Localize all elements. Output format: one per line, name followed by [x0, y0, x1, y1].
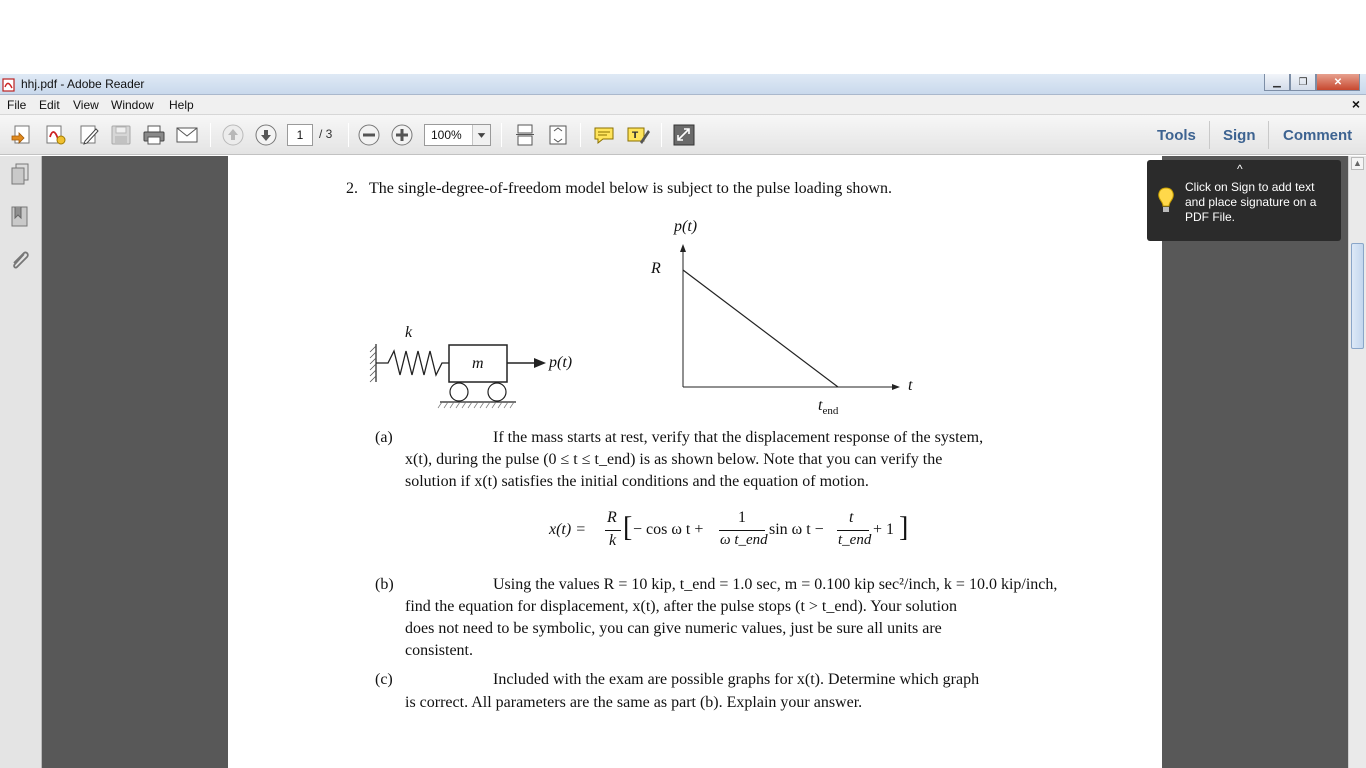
close-button[interactable]: ✕ [1316, 74, 1360, 91]
edit-document-icon[interactable] [77, 124, 101, 146]
email-icon[interactable] [175, 124, 199, 146]
equation-frac3-den: t_end [838, 532, 872, 548]
tend-sub: end [822, 405, 839, 418]
equation-frac2-den: ω t_end [720, 532, 768, 548]
tools-pane-button[interactable]: Tools [1157, 127, 1196, 144]
part-c-line2: is correct. All parameters are the same as part (b). Explain your answer. [405, 694, 863, 711]
menu-bar [0, 95, 1366, 115]
zoom-in-icon[interactable] [390, 124, 414, 146]
previous-page-icon[interactable] [221, 124, 245, 146]
equation-term2: sin ω t − [769, 521, 824, 538]
equation-frac1-den: k [609, 532, 617, 549]
pulse-graph [680, 244, 900, 390]
attachments-icon[interactable] [8, 248, 32, 272]
pulse-line [683, 270, 838, 387]
fraction-bar [837, 530, 869, 531]
zoom-out-icon[interactable] [357, 124, 381, 146]
lightbulb-icon [1156, 186, 1176, 216]
peak-label: R [651, 260, 661, 277]
toolbar-separator [348, 123, 349, 147]
sign-pane-button[interactable]: Sign [1223, 127, 1256, 144]
part-a-label: (a) [375, 429, 393, 446]
fraction-bar [605, 530, 621, 531]
navigation-pane [0, 156, 42, 768]
sticky-note-icon[interactable] [592, 124, 616, 146]
open-file-icon[interactable] [10, 124, 34, 146]
minimize-button[interactable]: ▁ [1264, 74, 1290, 91]
equation-frac2-num: 1 [738, 509, 746, 526]
zoom-value: 100% [431, 128, 462, 142]
spring [376, 351, 449, 375]
force-arrow [507, 358, 546, 368]
force-label: p(t) [549, 354, 573, 371]
part-b-line3: does not need to be symbolic, you can give numeric values, just be sure all units are [405, 620, 942, 637]
window-controls [1264, 74, 1360, 92]
tend-label [818, 397, 838, 417]
print-icon[interactable] [142, 124, 166, 146]
pane-separator [1209, 121, 1210, 149]
equation-term1: − cos ω t + [633, 521, 704, 538]
next-page-icon[interactable] [254, 124, 278, 146]
spring-label: k [405, 324, 413, 341]
part-c-line1: Included with the exam are possible graphs for x(t). Determine which graph [493, 671, 980, 688]
bracket-left: [ [623, 512, 633, 543]
create-pdf-icon[interactable] [43, 124, 67, 146]
figure [228, 156, 1162, 416]
fraction-bar [719, 530, 765, 531]
part-b-line4: consistent. [405, 642, 473, 659]
wheel-left [450, 383, 468, 401]
wheel-right [488, 383, 506, 401]
tend-main: t [818, 397, 823, 414]
menu-view[interactable]: View [73, 98, 99, 112]
pdf-page [228, 156, 1162, 768]
svg-text:T: T [632, 131, 639, 141]
scroll-thumb[interactable] [1351, 243, 1364, 349]
fit-page-icon[interactable] [546, 124, 570, 146]
equation-frac3-num: t [849, 509, 854, 526]
scroll-up-icon[interactable]: ▲ [1351, 157, 1364, 170]
close-document-icon[interactable]: × [1351, 96, 1360, 112]
maximize-button[interactable]: ❐ [1290, 74, 1316, 91]
comment-pane-button[interactable]: Comment [1283, 127, 1353, 144]
part-a-line3: solution if x(t) satisfies the initial conditions and the equation of motion. [405, 473, 869, 490]
toolbar-separator [661, 123, 662, 147]
part-b-label: (b) [375, 576, 394, 593]
toolbar-separator [210, 123, 211, 147]
bookmarks-icon[interactable] [8, 205, 32, 229]
part-a-line1: If the mass starts at rest, verify that the displacement response of the system, [493, 429, 984, 446]
document-viewport[interactable] [42, 156, 1348, 768]
vertical-scrollbar[interactable] [1348, 156, 1366, 768]
window-title: hhj.pdf - Adobe Reader [21, 77, 145, 91]
menu-edit[interactable]: Edit [39, 98, 60, 112]
chevron-down-icon[interactable] [472, 125, 490, 145]
menu-file[interactable]: File [7, 98, 27, 112]
tooltip-collapse-icon[interactable]: ^ [1237, 162, 1243, 176]
page-number-input[interactable]: 1 [287, 124, 313, 146]
y-axis-label: p(t) [674, 218, 698, 235]
question-number: 2. [346, 180, 358, 197]
wall-support [370, 344, 376, 382]
menu-window[interactable]: Window [111, 98, 154, 112]
equation-lhs: x(t) = [549, 521, 586, 538]
tooltip-text: Click on Sign to add text and place signature on a PDF File. [1185, 180, 1317, 224]
pane-separator [1268, 121, 1269, 149]
toolbar-separator [580, 123, 581, 147]
menu-help[interactable]: Help [169, 98, 194, 112]
highlight-text-icon[interactable] [626, 124, 650, 146]
part-a-line2: x(t), during the pulse (0 ≤ t ≤ t_end) is as shown below. Note that you can verify the [405, 451, 943, 468]
ground [438, 402, 516, 408]
pdf-app-icon [2, 78, 16, 92]
question-intro: The single-degree-of-freedom model below is subject to the pulse loading shown. [369, 180, 892, 197]
zoom-select[interactable] [424, 124, 491, 146]
save-icon[interactable] [109, 124, 133, 146]
sign-tooltip [1147, 160, 1341, 241]
toolbar-separator [501, 123, 502, 147]
scrolling-mode-icon[interactable] [513, 124, 537, 146]
equation-term3: + 1 [873, 521, 895, 538]
part-c-label: (c) [375, 671, 393, 688]
toolbar [0, 115, 1366, 155]
title-bar [0, 74, 1366, 95]
page-total: / 3 [319, 127, 333, 141]
part-b-line2: find the equation for displacement, x(t), after the pulse stops (t > t_end). Your solution [405, 598, 958, 615]
equation-frac1-num: R [607, 509, 617, 526]
full-screen-icon[interactable] [672, 124, 696, 146]
page-thumbnails-icon[interactable] [8, 162, 32, 186]
x-axis-label: t [908, 377, 913, 394]
bracket-right: ] [899, 512, 909, 543]
part-b-line1: Using the values R = 10 kip, t_end = 1.0 sec, m = 0.100 kip sec²/inch, k = 10.0 kip/inch, [493, 576, 1058, 593]
mass-label: m [472, 355, 484, 372]
